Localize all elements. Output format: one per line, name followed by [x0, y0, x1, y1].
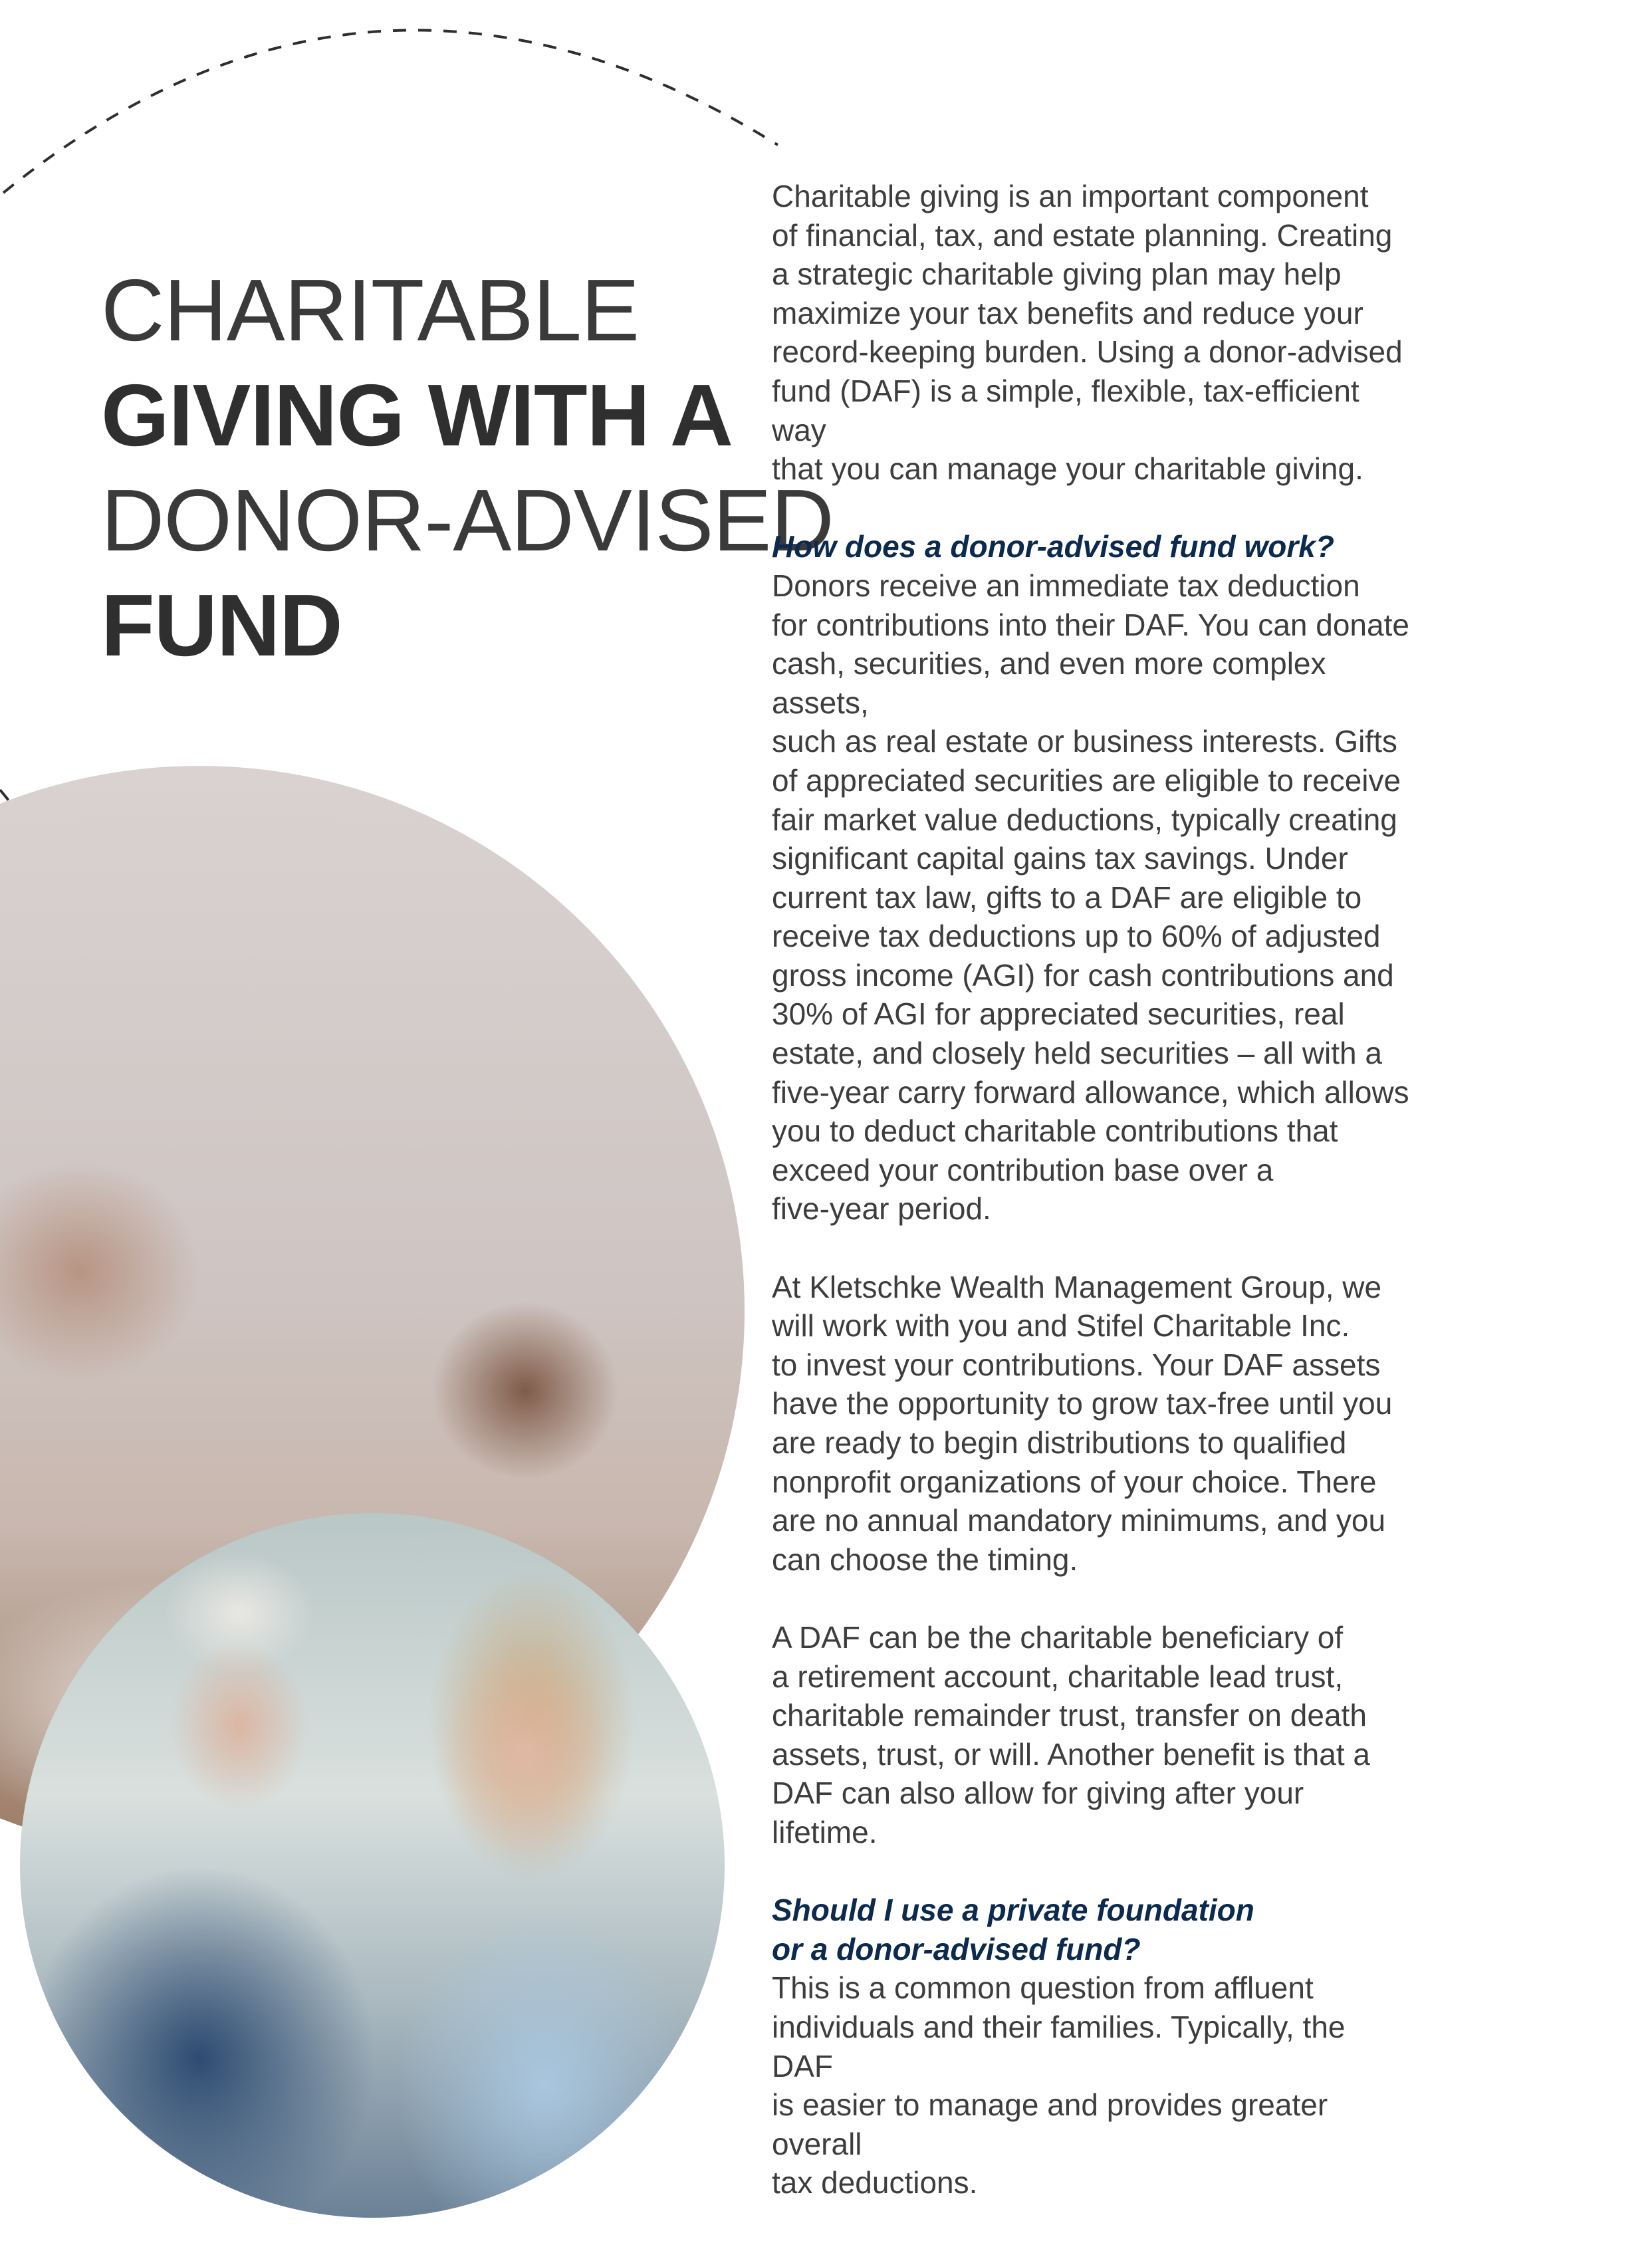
page-title [101, 258, 834, 678]
intro-paragraph: Charitable giving is an important component of financial, tax, and estate planning. Creating a strategic charitable giving plan may help maximize your tax benefits and reduce your record-keeping burden. Using a donor-advised fund (DAF) is a simple, flexible, tax-efficient way that you can manage your charitable giving. [772, 179, 1403, 487]
title-line-1: CHARITABLE [101, 261, 640, 359]
kletschke-paragraph: At Kletschke Wealth Management Group, we will work with you and Stifel Charitable Inc. to invest your contributions. Your DAF assets have the opportunity to grow tax-free until you are ready to begin distributions to qualified nonprofit organizations of your choice. There are no annual mandatory minimums, and you can choose the timing. [772, 1269, 1393, 1577]
beneficiary-paragraph: A DAF can be the charitable beneficiary of a retirement account, charitable lead trust, charitable remainder trust, transfer on death assets, trust, or will. Another benefit is that a DAF can also allow for giving after your lifetime. [772, 1619, 1370, 1849]
title-line-2: GIVING WITH A [101, 366, 733, 464]
title-line-4: FUND [101, 576, 342, 674]
section-body-how-daf-works: Donors receive an immediate tax deduction for contributions into their DAF. You can donate cash, securities, and even more complex assets, such as real estate or business interests. Gifts of appreciated securities are eligible to receive fair market value deductions, typically creating significant capital gains tax savings. Under current tax law, gifts to a DAF are eligible to receive tax deductions up to 60% of adjusted gross income (AGI) for cash contributions and 30% of AGI for appreciated securities, real estate, and closely held securities – all with a five-year carry forward allowance, which allows you to deduct charitable contributions that exceed your contribution base over a five-year period. [772, 568, 1409, 1227]
section-heading-foundation-vs-daf: Should I use a private foundation or a donor-advised fund? [772, 1893, 1254, 1966]
photo-couple-reviewing-documents [20, 1513, 725, 2218]
section-heading-how-daf-works: How does a donor-advised fund work? [772, 529, 1334, 564]
dashed-arc-top [3, 30, 778, 193]
title-line-3: DONOR-ADVISED [101, 471, 834, 569]
section-body-foundation-vs-daf: This is a common question from affluent individuals and their families. Typically, the DAF is easier to manage and provides greater overall tax deductions. [772, 1970, 1346, 2200]
body-column [772, 177, 1410, 2241]
